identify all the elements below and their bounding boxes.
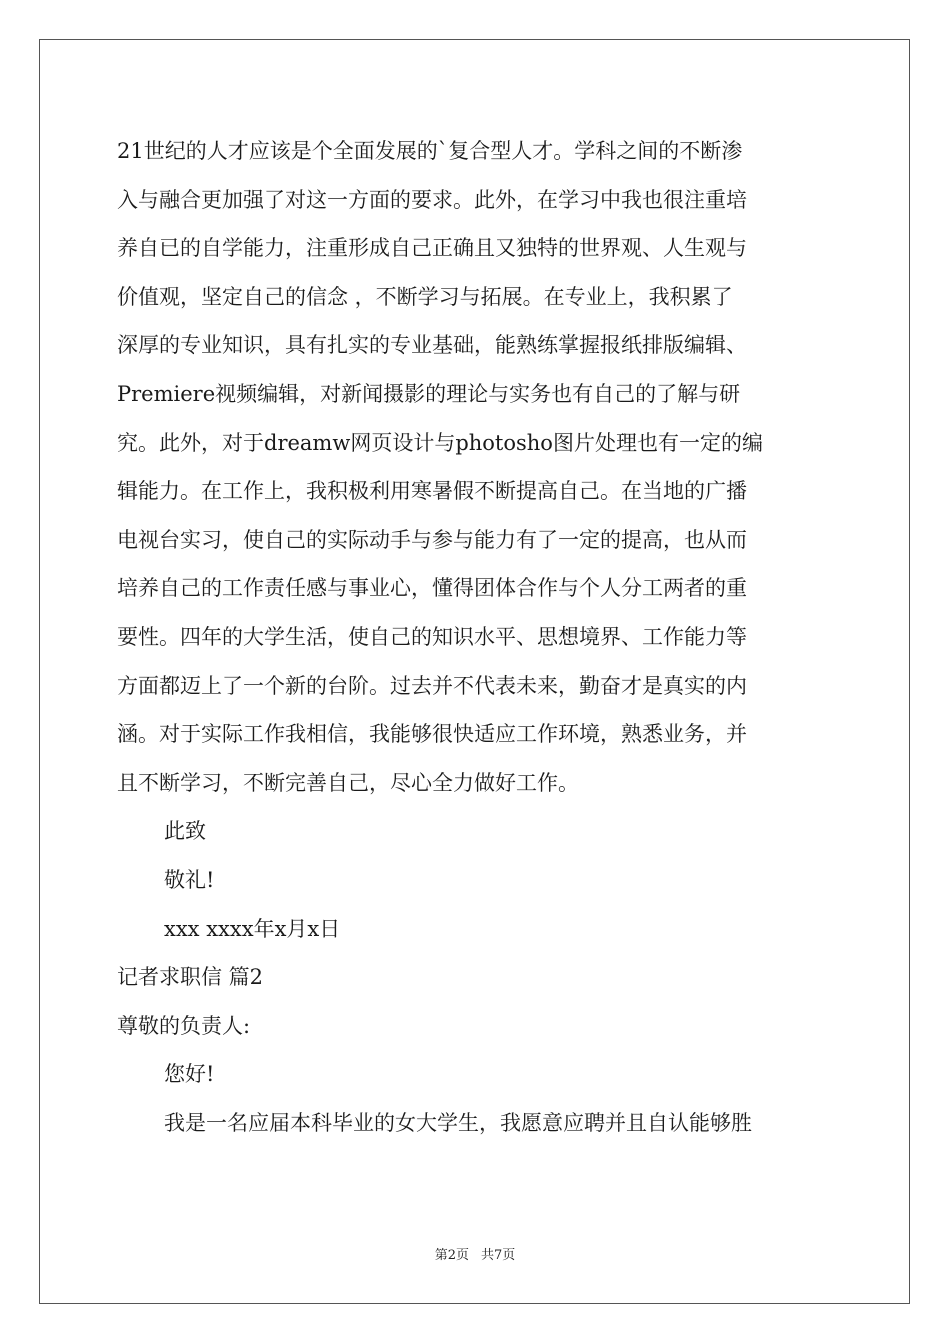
closing-date: xxx xxxx年x月x日 (164, 916, 341, 941)
body-line: Premiere视频编辑，对新闻摄影的理论与实务也有自己的了解与研 (117, 381, 741, 406)
body-line: 21世纪的人才应该是个全面发展的`复合型人才。学科之间的不断渗 (117, 139, 743, 163)
body-line: 深厚的专业知识，具有扎实的专业基础，能熟练掌握报纸排版编辑、 (117, 333, 747, 358)
body-line: 价值观，坚定自己的信念 ，不断学习与拓展。在专业上，我积累了 (117, 284, 733, 309)
page-footer (0, 1247, 950, 1265)
body-line: 且不断学习，不断完善自己，尽心全力做好工作。 (117, 770, 579, 795)
closing-salutation: 此致 (164, 819, 206, 844)
document-body (117, 127, 837, 1147)
page-total: 共7页 (481, 1248, 516, 1263)
section-title: 记者求职信 篇2 (117, 965, 264, 990)
letter-first-line: 我是一名应届本科毕业的女大学生，我愿意应聘并且自认能够胜 (164, 1110, 752, 1135)
closing-regards: 敬礼! (164, 867, 215, 892)
letter-addressee: 尊敬的负责人: (117, 1013, 251, 1038)
body-line: 方面都迈上了一个新的台阶。过去并不代表未来，勤奋才是真实的内 (117, 673, 747, 698)
body-line: 要性。四年的大学生活，使自己的知识水平、思想境界、工作能力等 (117, 624, 747, 649)
body-line: 培养自己的工作责任感与事业心，懂得团体合作与个人分工两者的重 (117, 576, 747, 601)
body-line: 究。此外，对于dreamw网页设计与photosho图片处理也有一定的编 (117, 430, 763, 455)
body-line: 辑能力。在工作上，我积极利用寒暑假不断提高自己。在当地的广播 (117, 479, 747, 504)
body-line: 入与融合更加强了对这一方面的要求。此外，在学习中我也很注重培 (117, 187, 747, 212)
page-number: 第2页 (434, 1248, 469, 1263)
body-line: 养自已的自学能力，注重形成自己正确且又独特的世界观、人生观与 (117, 236, 747, 261)
letter-greeting: 您好! (164, 1062, 215, 1087)
body-line: 电视台实习，使自己的实际动手与参与能力有了一定的提高，也从而 (117, 527, 747, 552)
body-line: 涵。对于实际工作我相信，我能够很快适应工作环境，熟悉业务，并 (117, 722, 747, 747)
